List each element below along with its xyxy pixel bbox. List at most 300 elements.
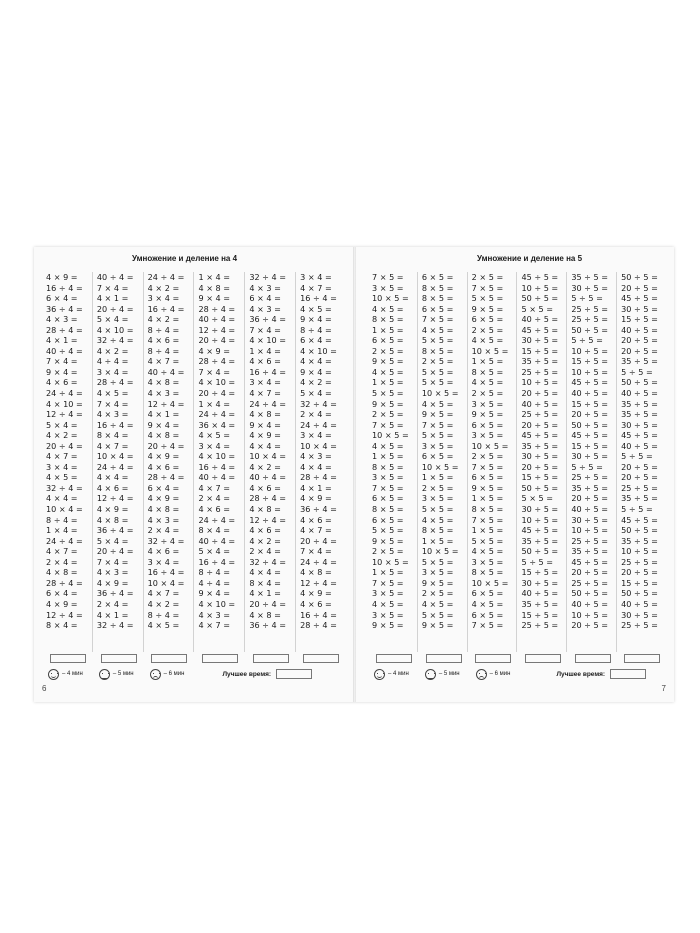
exercise-item[interactable]: 20 ÷ 5 =: [621, 472, 658, 483]
exercise-item[interactable]: 10 × 5 =: [471, 577, 509, 588]
exercise-item[interactable]: 8 × 5 =: [471, 504, 504, 515]
exercise-item[interactable]: 36 ÷ 4 =: [46, 303, 83, 314]
exercise-item[interactable]: 3 × 5 =: [372, 609, 404, 620]
exercise-item[interactable]: 20 ÷ 5 =: [621, 335, 658, 346]
exercise-item[interactable]: 8 ÷ 4 =: [147, 324, 180, 335]
exercise-item[interactable]: 5 × 5 =: [421, 335, 454, 346]
exercise-item[interactable]: 9 × 5 =: [471, 482, 504, 493]
exercise-item[interactable]: 36 ÷ 4 =: [96, 588, 134, 599]
exercise-item[interactable]: 10 × 5 =: [421, 461, 459, 472]
exercise-item[interactable]: 25 ÷ 5 =: [621, 482, 658, 493]
exercise-item[interactable]: 20 ÷ 4 =: [249, 598, 287, 609]
exercise-item[interactable]: 5 × 4 =: [96, 314, 129, 325]
exercise-item[interactable]: 4 ÷ 4 =: [198, 577, 231, 588]
exercise-item[interactable]: 25 ÷ 5 =: [521, 620, 559, 631]
exercise-item[interactable]: 20 ÷ 5 =: [521, 461, 559, 472]
exercise-item[interactable]: 4 × 6 =: [147, 461, 180, 472]
exercise-item[interactable]: 9 × 5 =: [471, 409, 504, 420]
exercise-item[interactable]: 20 ÷ 5 =: [621, 345, 658, 356]
exercise-item[interactable]: 50 ÷ 5 =: [521, 482, 559, 493]
exercise-item[interactable]: 7 × 5 =: [471, 282, 504, 293]
exercise-item[interactable]: 5 × 5 =: [421, 377, 454, 388]
exercise-item[interactable]: 45 ÷ 5 =: [621, 430, 658, 441]
exercise-item[interactable]: 36 ÷ 4 =: [249, 314, 287, 325]
exercise-item[interactable]: 4 × 10 =: [198, 451, 236, 462]
exercise-item[interactable]: 4 × 6 =: [249, 525, 281, 536]
exercise-item[interactable]: 25 ÷ 5 =: [571, 303, 609, 314]
exercise-item[interactable]: 5 × 5 =: [471, 293, 504, 304]
exercise-item[interactable]: 1 × 5 =: [372, 451, 404, 462]
exercise-item[interactable]: 4 × 8 =: [300, 567, 332, 578]
exercise-item[interactable]: 4 × 1 =: [46, 335, 78, 346]
exercise-item[interactable]: 15 ÷ 5 =: [571, 440, 609, 451]
exercise-item[interactable]: 30 ÷ 5 =: [621, 303, 658, 314]
exercise-item[interactable]: 4 × 10 =: [249, 335, 287, 346]
exercise-item[interactable]: 25 ÷ 5 =: [521, 366, 559, 377]
exercise-item[interactable]: 45 ÷ 5 =: [571, 556, 609, 567]
exercise-item[interactable]: 8 × 5 =: [421, 293, 454, 304]
exercise-item[interactable]: 30 ÷ 5 =: [521, 504, 559, 515]
exercise-item[interactable]: 30 ÷ 5 =: [621, 609, 658, 620]
exercise-item[interactable]: 32 ÷ 4 =: [300, 398, 337, 409]
exercise-item[interactable]: 32 ÷ 4 =: [96, 335, 134, 346]
exercise-item[interactable]: 6 × 5 =: [471, 588, 504, 599]
exercise-item[interactable]: 4 × 7 =: [46, 546, 78, 557]
exercise-item[interactable]: 9 × 4 =: [46, 366, 78, 377]
exercise-item[interactable]: 10 × 4 =: [300, 440, 337, 451]
exercise-item[interactable]: 6 × 5 =: [471, 472, 504, 483]
exercise-item[interactable]: 4 × 9 =: [147, 493, 180, 504]
exercise-item[interactable]: 4 × 2 =: [249, 461, 281, 472]
exercise-item[interactable]: 1 × 5 =: [372, 567, 404, 578]
exercise-item[interactable]: 10 × 5 =: [471, 345, 509, 356]
exercise-item[interactable]: 3 × 5 =: [471, 430, 504, 441]
exercise-item[interactable]: 4 × 3 =: [96, 567, 129, 578]
exercise-item[interactable]: 5 × 5 =: [421, 366, 454, 377]
exercise-item[interactable]: 24 ÷ 4 =: [46, 388, 83, 399]
exercise-item[interactable]: 3 × 4 =: [198, 440, 231, 451]
exercise-item[interactable]: 28 ÷ 4 =: [198, 303, 236, 314]
exercise-item[interactable]: 3 × 4 =: [46, 461, 78, 472]
exercise-item[interactable]: 5 × 5 =: [372, 525, 404, 536]
exercise-item[interactable]: 15 ÷ 5 =: [621, 314, 658, 325]
exercise-item[interactable]: 4 × 6 =: [300, 598, 332, 609]
exercise-item[interactable]: 4 × 3 =: [300, 451, 332, 462]
exercise-item[interactable]: 1 × 4 =: [46, 525, 78, 536]
exercise-item[interactable]: 10 ÷ 5 =: [521, 282, 559, 293]
exercise-item[interactable]: 2 × 4 =: [198, 493, 231, 504]
exercise-item[interactable]: 2 × 4 =: [46, 556, 78, 567]
answer-box[interactable]: [253, 654, 289, 663]
exercise-item[interactable]: 15 ÷ 5 =: [621, 577, 658, 588]
exercise-item[interactable]: 20 ÷ 5 =: [621, 567, 658, 578]
exercise-item[interactable]: 30 ÷ 5 =: [521, 335, 559, 346]
exercise-item[interactable]: 10 ÷ 5 =: [571, 609, 609, 620]
exercise-item[interactable]: 4 × 5 =: [198, 430, 231, 441]
exercise-item[interactable]: 4 × 3 =: [147, 388, 180, 399]
exercise-item[interactable]: 4 × 2 =: [147, 282, 180, 293]
exercise-item[interactable]: 5 ÷ 5 =: [571, 335, 603, 346]
exercise-item[interactable]: 9 × 4 =: [300, 314, 332, 325]
exercise-item[interactable]: 10 × 5 =: [372, 556, 409, 567]
exercise-item[interactable]: 4 × 2 =: [96, 345, 129, 356]
exercise-item[interactable]: 4 × 7 =: [147, 588, 180, 599]
exercise-item[interactable]: 16 ÷ 4 =: [300, 293, 337, 304]
exercise-item[interactable]: 4 × 2 =: [300, 377, 332, 388]
exercise-item[interactable]: 40 ÷ 5 =: [571, 598, 609, 609]
exercise-item[interactable]: 1 × 5 =: [421, 535, 454, 546]
exercise-item[interactable]: 45 ÷ 5 =: [571, 430, 609, 441]
exercise-item[interactable]: 4 × 5 =: [471, 335, 504, 346]
exercise-item[interactable]: 40 ÷ 5 =: [621, 598, 658, 609]
exercise-item[interactable]: 30 ÷ 5 =: [571, 282, 609, 293]
exercise-item[interactable]: 4 × 3 =: [96, 409, 129, 420]
exercise-item[interactable]: 4 × 4 =: [249, 567, 281, 578]
exercise-item[interactable]: 7 × 5 =: [471, 461, 504, 472]
exercise-item[interactable]: 28 ÷ 4 =: [300, 472, 337, 483]
exercise-item[interactable]: 15 ÷ 5 =: [521, 609, 559, 620]
exercise-item[interactable]: 10 ÷ 5 =: [571, 366, 609, 377]
exercise-item[interactable]: 10 × 5 =: [471, 440, 509, 451]
exercise-item[interactable]: 4 × 5 =: [372, 598, 404, 609]
exercise-item[interactable]: 5 × 5 =: [521, 303, 554, 314]
exercise-item[interactable]: 12 ÷ 4 =: [147, 398, 185, 409]
exercise-item[interactable]: 8 ÷ 4 =: [147, 345, 180, 356]
exercise-item[interactable]: 10 ÷ 5 =: [571, 345, 609, 356]
exercise-item[interactable]: 4 × 4 =: [46, 493, 78, 504]
exercise-item[interactable]: 4 × 5 =: [46, 472, 78, 483]
exercise-item[interactable]: 25 ÷ 5 =: [621, 556, 658, 567]
exercise-item[interactable]: 25 ÷ 5 =: [621, 620, 658, 631]
exercise-item[interactable]: 4 × 1 =: [96, 293, 129, 304]
exercise-item[interactable]: 4 × 2 =: [46, 430, 78, 441]
exercise-item[interactable]: 4 × 5 =: [372, 366, 404, 377]
exercise-item[interactable]: 35 ÷ 5 =: [521, 440, 559, 451]
exercise-item[interactable]: 4 × 9 =: [300, 493, 332, 504]
exercise-item[interactable]: 2 × 5 =: [421, 482, 454, 493]
exercise-item[interactable]: 5 ÷ 5 =: [571, 293, 603, 304]
exercise-item[interactable]: 2 × 5 =: [421, 588, 454, 599]
exercise-item[interactable]: 15 ÷ 5 =: [521, 567, 559, 578]
exercise-item[interactable]: 6 × 5 =: [471, 419, 504, 430]
exercise-item[interactable]: 4 × 7 =: [96, 440, 129, 451]
exercise-item[interactable]: 50 ÷ 5 =: [621, 272, 658, 282]
exercise-item[interactable]: 7 × 5 =: [372, 577, 404, 588]
exercise-item[interactable]: 3 × 5 =: [372, 588, 404, 599]
exercise-item[interactable]: 8 × 5 =: [421, 282, 454, 293]
exercise-item[interactable]: 15 ÷ 5 =: [521, 345, 559, 356]
exercise-item[interactable]: 35 ÷ 5 =: [621, 356, 658, 367]
exercise-item[interactable]: 5 × 4 =: [198, 546, 231, 557]
exercise-item[interactable]: 6 × 5 =: [421, 451, 454, 462]
exercise-item[interactable]: 16 ÷ 4 =: [147, 567, 185, 578]
exercise-item[interactable]: 4 × 7 =: [198, 482, 231, 493]
exercise-item[interactable]: 20 ÷ 5 =: [521, 419, 559, 430]
exercise-item[interactable]: 50 ÷ 5 =: [521, 293, 559, 304]
exercise-item[interactable]: 4 × 7 =: [300, 525, 332, 536]
exercise-item[interactable]: 45 ÷ 5 =: [521, 430, 559, 441]
exercise-item[interactable]: 4 × 3 =: [198, 609, 231, 620]
exercise-item[interactable]: 16 ÷ 4 =: [147, 303, 185, 314]
exercise-item[interactable]: 8 × 4 =: [198, 525, 231, 536]
exercise-item[interactable]: 20 ÷ 5 =: [571, 493, 609, 504]
exercise-item[interactable]: 5 × 5 =: [421, 504, 454, 515]
exercise-item[interactable]: 4 × 10 =: [198, 377, 236, 388]
exercise-item[interactable]: 8 × 4 =: [46, 620, 78, 631]
exercise-item[interactable]: 24 ÷ 4 =: [249, 398, 287, 409]
exercise-item[interactable]: 45 ÷ 5 =: [571, 377, 609, 388]
exercise-item[interactable]: 1 × 5 =: [372, 377, 404, 388]
exercise-item[interactable]: 6 × 5 =: [372, 493, 404, 504]
exercise-item[interactable]: 4 × 3 =: [249, 282, 281, 293]
exercise-item[interactable]: 4 × 8 =: [198, 282, 231, 293]
exercise-item[interactable]: 5 × 5 =: [521, 493, 554, 504]
exercise-item[interactable]: 4 × 1 =: [147, 409, 180, 420]
exercise-item[interactable]: 3 × 5 =: [372, 472, 404, 483]
answer-box[interactable]: [202, 654, 238, 663]
exercise-item[interactable]: 7 × 4 =: [300, 546, 332, 557]
exercise-item[interactable]: 25 ÷ 5 =: [571, 314, 609, 325]
exercise-item[interactable]: 15 ÷ 5 =: [521, 472, 559, 483]
exercise-item[interactable]: 4 × 9 =: [46, 598, 78, 609]
exercise-item[interactable]: 10 × 4 =: [96, 451, 134, 462]
exercise-item[interactable]: 32 ÷ 4 =: [249, 556, 287, 567]
exercise-item[interactable]: 35 ÷ 5 =: [521, 598, 559, 609]
exercise-item[interactable]: 25 ÷ 5 =: [571, 535, 609, 546]
exercise-item[interactable]: 12 ÷ 4 =: [46, 409, 83, 420]
exercise-item[interactable]: 36 ÷ 4 =: [300, 504, 337, 515]
exercise-item[interactable]: 20 ÷ 5 =: [621, 461, 658, 472]
answer-box[interactable]: [624, 654, 660, 663]
exercise-item[interactable]: 28 ÷ 4 =: [46, 577, 83, 588]
exercise-item[interactable]: 20 ÷ 4 =: [96, 303, 134, 314]
exercise-item[interactable]: 36 × 4 =: [198, 419, 236, 430]
exercise-item[interactable]: 4 × 4 =: [96, 472, 129, 483]
exercise-item[interactable]: 40 ÷ 4 =: [46, 345, 83, 356]
exercise-item[interactable]: 4 × 7 =: [300, 282, 332, 293]
exercise-item[interactable]: 20 ÷ 4 =: [96, 546, 134, 557]
exercise-item[interactable]: 4 × 7 =: [46, 451, 78, 462]
exercise-item[interactable]: 4 × 5 =: [372, 303, 404, 314]
exercise-item[interactable]: 10 × 4 =: [46, 504, 83, 515]
exercise-item[interactable]: 7 × 4 =: [96, 282, 129, 293]
exercise-item[interactable]: 4 × 6 =: [96, 482, 129, 493]
exercise-item[interactable]: 35 ÷ 5 =: [621, 409, 658, 420]
exercise-item[interactable]: 8 ÷ 4 =: [147, 609, 180, 620]
exercise-item[interactable]: 40 ÷ 5 =: [621, 388, 658, 399]
exercise-item[interactable]: 7 × 4 =: [198, 366, 231, 377]
exercise-item[interactable]: 10 × 5 =: [421, 546, 459, 557]
exercise-item[interactable]: 4 × 4 =: [300, 461, 332, 472]
exercise-item[interactable]: 4 × 5 =: [147, 620, 180, 631]
exercise-item[interactable]: 4 ÷ 4 =: [96, 356, 129, 367]
exercise-item[interactable]: 2 × 5 =: [421, 356, 454, 367]
exercise-item[interactable]: 12 ÷ 4 =: [300, 577, 337, 588]
exercise-item[interactable]: 30 ÷ 5 =: [521, 577, 559, 588]
exercise-item[interactable]: 9 × 4 =: [249, 419, 281, 430]
exercise-item[interactable]: 5 ÷ 5 =: [521, 556, 554, 567]
exercise-item[interactable]: 8 × 5 =: [372, 314, 404, 325]
exercise-item[interactable]: 8 × 4 =: [249, 577, 281, 588]
exercise-item[interactable]: 2 × 5 =: [372, 345, 404, 356]
exercise-item[interactable]: 8 ÷ 4 =: [198, 567, 231, 578]
exercise-item[interactable]: 9 × 5 =: [372, 620, 404, 631]
exercise-item[interactable]: 3 × 5 =: [421, 567, 454, 578]
exercise-item[interactable]: 28 ÷ 4 =: [198, 356, 236, 367]
answer-box[interactable]: [575, 654, 611, 663]
exercise-item[interactable]: 24 ÷ 4 =: [300, 419, 337, 430]
exercise-item[interactable]: 24 ÷ 4 =: [300, 556, 337, 567]
exercise-item[interactable]: 40 ÷ 4 =: [249, 472, 287, 483]
exercise-item[interactable]: 30 ÷ 5 =: [521, 451, 559, 462]
exercise-item[interactable]: 4 × 10 =: [300, 345, 337, 356]
exercise-item[interactable]: 4 × 5 =: [471, 377, 504, 388]
exercise-item[interactable]: 16 ÷ 4 =: [46, 282, 83, 293]
exercise-item[interactable]: 24 ÷ 4 =: [198, 514, 236, 525]
exercise-item[interactable]: 10 × 4 =: [147, 577, 185, 588]
exercise-item[interactable]: 7 × 4 =: [249, 324, 281, 335]
exercise-item[interactable]: 50 ÷ 5 =: [571, 324, 609, 335]
exercise-item[interactable]: 4 × 7 =: [147, 356, 180, 367]
exercise-item[interactable]: 4 × 2 =: [147, 598, 180, 609]
exercise-item[interactable]: 3 × 4 =: [147, 556, 180, 567]
exercise-item[interactable]: 9 × 5 =: [421, 409, 454, 420]
exercise-item[interactable]: 35 ÷ 5 =: [571, 482, 609, 493]
exercise-item[interactable]: 28 ÷ 4 =: [147, 472, 185, 483]
exercise-item[interactable]: 40 ÷ 4 =: [198, 535, 236, 546]
exercise-item[interactable]: 36 ÷ 4 =: [249, 620, 287, 631]
exercise-item[interactable]: 4 × 5 =: [300, 303, 332, 314]
exercise-item[interactable]: 9 × 5 =: [372, 535, 404, 546]
exercise-item[interactable]: 10 ÷ 5 =: [571, 525, 609, 536]
exercise-item[interactable]: 50 ÷ 5 =: [571, 588, 609, 599]
exercise-item[interactable]: 30 ÷ 5 =: [571, 451, 609, 462]
exercise-item[interactable]: 8 × 5 =: [421, 525, 454, 536]
exercise-item[interactable]: 3 × 5 =: [421, 440, 454, 451]
exercise-item[interactable]: 7 × 4 =: [96, 398, 129, 409]
exercise-item[interactable]: 5 ÷ 5 =: [571, 461, 603, 472]
exercise-item[interactable]: 40 ÷ 5 =: [521, 588, 559, 599]
exercise-item[interactable]: 8 × 5 =: [471, 366, 504, 377]
exercise-item[interactable]: 9 × 5 =: [372, 398, 404, 409]
exercise-item[interactable]: 24 ÷ 4 =: [198, 409, 236, 420]
exercise-item[interactable]: 25 ÷ 5 =: [521, 409, 559, 420]
exercise-item[interactable]: 32 ÷ 4 =: [147, 535, 185, 546]
exercise-item[interactable]: 35 ÷ 5 =: [621, 493, 658, 504]
exercise-item[interactable]: 20 ÷ 4 =: [198, 388, 236, 399]
answer-box[interactable]: [525, 654, 561, 663]
exercise-item[interactable]: 5 × 5 =: [372, 388, 404, 399]
exercise-item[interactable]: 8 × 5 =: [372, 461, 404, 472]
exercise-item[interactable]: 4 × 9 =: [198, 345, 231, 356]
exercise-item[interactable]: 3 × 5 =: [471, 556, 504, 567]
exercise-item[interactable]: 4 × 5 =: [421, 514, 454, 525]
exercise-item[interactable]: 4 × 9 =: [300, 588, 332, 599]
exercise-item[interactable]: 4 × 6 =: [198, 504, 231, 515]
exercise-item[interactable]: 12 ÷ 4 =: [46, 609, 83, 620]
exercise-item[interactable]: 20 ÷ 5 =: [521, 388, 559, 399]
exercise-item[interactable]: 4 × 7 =: [249, 388, 281, 399]
exercise-item[interactable]: 35 ÷ 5 =: [521, 535, 559, 546]
exercise-item[interactable]: 5 × 4 =: [300, 388, 332, 399]
exercise-item[interactable]: 2 × 5 =: [471, 388, 504, 399]
exercise-item[interactable]: 7 × 5 =: [421, 314, 454, 325]
exercise-item[interactable]: 2 × 5 =: [372, 409, 404, 420]
exercise-item[interactable]: 35 ÷ 5 =: [621, 535, 658, 546]
exercise-item[interactable]: 10 × 5 =: [372, 293, 409, 304]
exercise-item[interactable]: 20 ÷ 5 =: [621, 282, 658, 293]
exercise-item[interactable]: 3 × 4 =: [147, 293, 180, 304]
exercise-item[interactable]: 9 × 4 =: [198, 293, 231, 304]
exercise-item[interactable]: 40 ÷ 5 =: [571, 388, 609, 399]
exercise-item[interactable]: 8 × 5 =: [421, 345, 454, 356]
exercise-item[interactable]: 4 × 3 =: [46, 314, 78, 325]
exercise-item[interactable]: 50 ÷ 5 =: [621, 525, 658, 536]
exercise-item[interactable]: 45 ÷ 5 =: [521, 272, 559, 282]
exercise-item[interactable]: 45 ÷ 5 =: [521, 324, 559, 335]
exercise-item[interactable]: 8 × 4 =: [96, 430, 129, 441]
exercise-item[interactable]: 2 × 4 =: [300, 409, 332, 420]
exercise-item[interactable]: 8 × 5 =: [372, 504, 404, 515]
exercise-item[interactable]: 36 ÷ 4 =: [96, 525, 134, 536]
exercise-item[interactable]: 4 × 8 =: [249, 409, 281, 420]
answer-box[interactable]: [376, 654, 412, 663]
exercise-item[interactable]: 3 × 5 =: [372, 282, 404, 293]
exercise-item[interactable]: 35 ÷ 5 =: [571, 272, 609, 282]
exercise-item[interactable]: 2 × 5 =: [471, 272, 504, 282]
exercise-item[interactable]: 4 × 4 =: [300, 356, 332, 367]
exercise-item[interactable]: 5 ÷ 5 =: [621, 451, 653, 462]
exercise-item[interactable]: 1 × 5 =: [471, 525, 504, 536]
answer-box[interactable]: [303, 654, 339, 663]
exercise-item[interactable]: 8 ÷ 4 =: [46, 514, 78, 525]
exercise-item[interactable]: 40 ÷ 4 =: [198, 314, 236, 325]
exercise-item[interactable]: 3 × 5 =: [421, 493, 454, 504]
exercise-item[interactable]: 9 × 4 =: [198, 588, 231, 599]
exercise-item[interactable]: 12 ÷ 4 =: [96, 493, 134, 504]
exercise-item[interactable]: 4 × 6 =: [300, 514, 332, 525]
exercise-item[interactable]: 4 × 9 =: [96, 577, 129, 588]
exercise-item[interactable]: 16 ÷ 4 =: [300, 609, 337, 620]
exercise-item[interactable]: 5 × 4 =: [96, 535, 129, 546]
exercise-item[interactable]: 10 ÷ 5 =: [521, 514, 559, 525]
exercise-item[interactable]: 4 × 1 =: [249, 588, 281, 599]
exercise-item[interactable]: 4 × 7 =: [198, 620, 231, 631]
exercise-item[interactable]: 4 × 8 =: [249, 609, 281, 620]
exercise-item[interactable]: 6 × 5 =: [372, 514, 404, 525]
exercise-item[interactable]: 4 × 5 =: [421, 598, 454, 609]
exercise-item[interactable]: 28 ÷ 4 =: [300, 620, 337, 631]
exercise-item[interactable]: 2 × 5 =: [372, 546, 404, 557]
exercise-item[interactable]: 20 ÷ 4 =: [46, 440, 83, 451]
exercise-item[interactable]: 20 ÷ 5 =: [571, 620, 609, 631]
exercise-item[interactable]: 7 × 5 =: [421, 419, 454, 430]
exercise-item[interactable]: 10 × 4 =: [249, 451, 287, 462]
exercise-item[interactable]: 9 × 5 =: [421, 620, 454, 631]
exercise-item[interactable]: 7 × 5 =: [372, 482, 404, 493]
exercise-item[interactable]: 4 × 9 =: [249, 430, 281, 441]
exercise-item[interactable]: 6 × 4 =: [147, 482, 180, 493]
exercise-item[interactable]: 5 ÷ 5 =: [621, 504, 653, 515]
exercise-item[interactable]: 6 × 4 =: [46, 588, 78, 599]
exercise-item[interactable]: 4 × 6 =: [249, 482, 281, 493]
exercise-item[interactable]: 6 × 4 =: [46, 293, 78, 304]
answer-box[interactable]: [101, 654, 137, 663]
exercise-item[interactable]: 20 ÷ 5 =: [571, 567, 609, 578]
exercise-item[interactable]: 50 ÷ 5 =: [621, 588, 658, 599]
exercise-item[interactable]: 3 × 5 =: [471, 398, 504, 409]
exercise-item[interactable]: 8 ÷ 4 =: [300, 324, 332, 335]
